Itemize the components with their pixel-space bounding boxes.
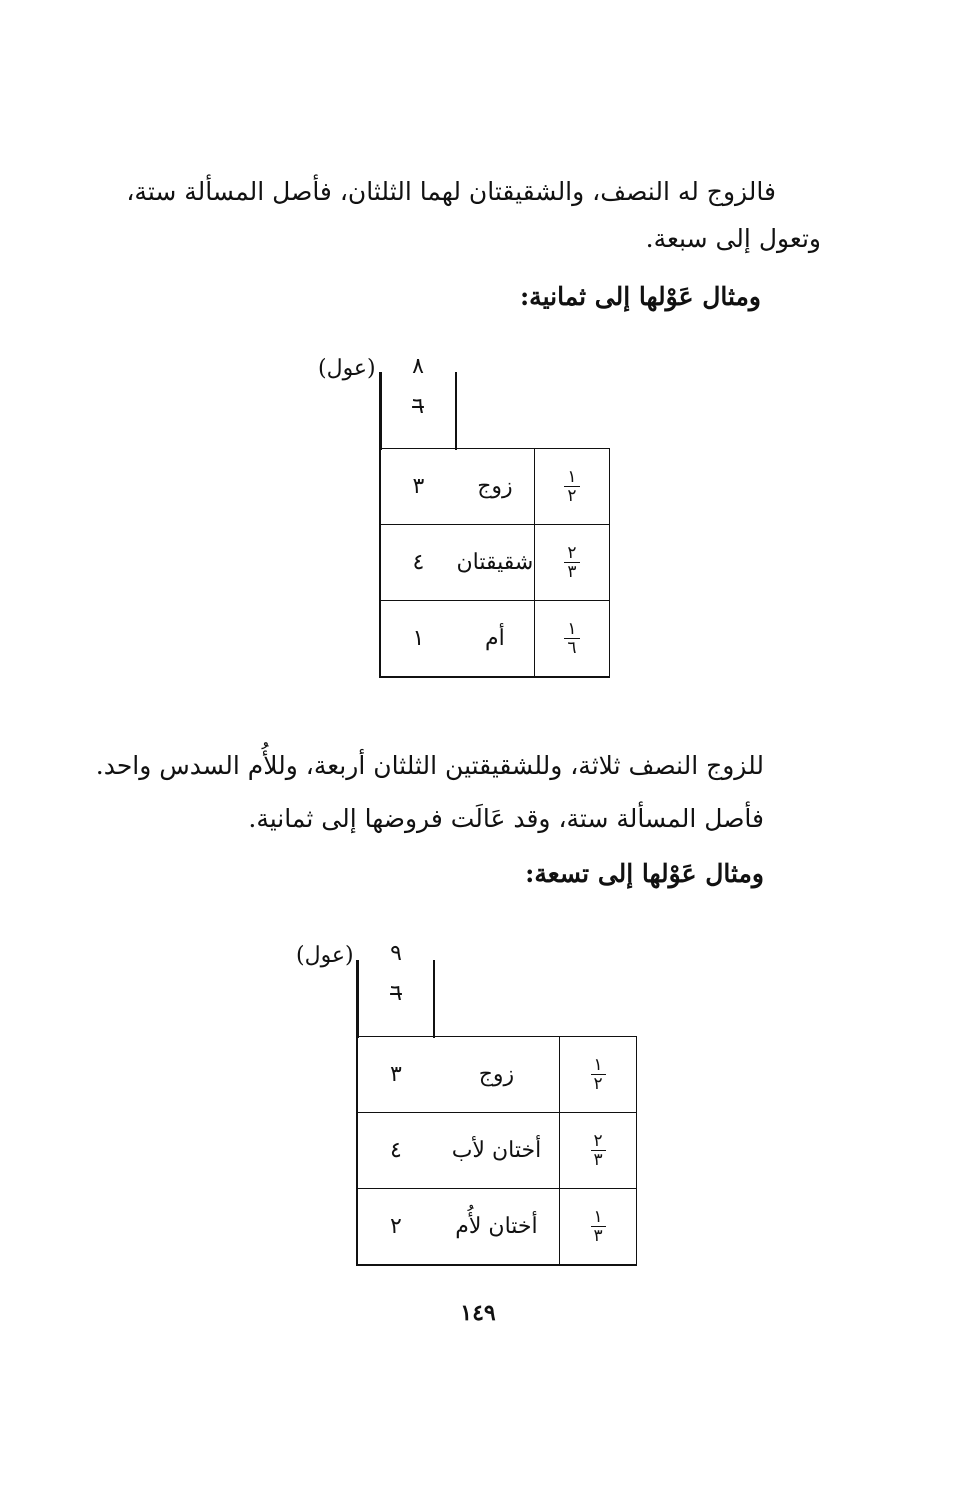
table-row xyxy=(380,525,610,601)
aul-value: ٨ xyxy=(412,354,424,379)
numerator: ١ xyxy=(591,1208,606,1227)
table-row xyxy=(357,1113,637,1189)
share-cell: ٣ xyxy=(380,449,456,525)
share-cell: ٣ xyxy=(357,1037,434,1113)
denominator: ٣ xyxy=(593,1226,603,1246)
numerator: ١ xyxy=(564,468,579,487)
aul-value: ٩ xyxy=(390,941,402,966)
paragraph-2-line-2: فأصل المسألة ستة، وقد عَالَت فروضها إلى ثمانية. xyxy=(248,804,764,833)
original-base-struck: ٦ xyxy=(412,394,424,419)
share-cell: ٢ xyxy=(357,1189,434,1266)
denominator: ٦ xyxy=(567,638,577,658)
heir-cell: زوج xyxy=(456,449,534,525)
heading-example-nine: ومثال عَوْلها إلى تسعة: xyxy=(525,859,764,888)
fraction xyxy=(564,544,579,581)
denominator: ٣ xyxy=(593,1150,603,1170)
table-divider xyxy=(379,372,382,450)
table-divider xyxy=(455,372,457,450)
aul-label: (عول) xyxy=(296,943,354,968)
fraction-cell xyxy=(534,601,609,678)
heir-cell: زوج xyxy=(434,1037,560,1113)
denominator: ٣ xyxy=(567,562,577,582)
fraction-cell xyxy=(560,1189,637,1266)
numerator: ٢ xyxy=(564,544,579,563)
fraction xyxy=(591,1208,606,1245)
page-number: ١٤٩ xyxy=(460,1300,496,1326)
fraction xyxy=(564,468,579,505)
fraction xyxy=(591,1132,606,1169)
heir-cell: أختان لأب xyxy=(434,1113,560,1189)
table-divider xyxy=(433,960,435,1038)
heir-cell: أختان لأُم xyxy=(434,1189,560,1266)
heir-cell: أم xyxy=(456,601,534,678)
share-cell: ٤ xyxy=(380,525,456,601)
paragraph-2-line-1: للزوج النصف ثلاثة، وللشقيقتين الثلثان أربعة، وللأُم السدس واحد. xyxy=(95,751,764,780)
original-base-struck: ٦ xyxy=(390,981,402,1006)
share-cell: ٤ xyxy=(357,1113,434,1189)
table-row xyxy=(357,1037,637,1113)
share-cell: ١ xyxy=(380,601,456,678)
paragraph-1-line-2: وتعول إلى سبعة. xyxy=(645,224,821,253)
paragraph-1-line-1: فالزوج له النصف، والشقيقتان لهما الثلثان، فأصل المسألة ستة، xyxy=(126,177,776,206)
fraction xyxy=(591,1056,606,1093)
fraction xyxy=(564,620,579,657)
table-row xyxy=(380,449,610,525)
heading-example-eight: ومثال عَوْلها إلى ثمانية: xyxy=(519,282,761,311)
denominator: ٢ xyxy=(567,486,577,506)
numerator: ٢ xyxy=(591,1132,606,1151)
numerator: ١ xyxy=(564,620,579,639)
aul-label: (عول) xyxy=(318,356,376,381)
fraction-cell xyxy=(560,1037,637,1113)
numerator: ١ xyxy=(591,1056,606,1075)
fraction-cell xyxy=(534,525,609,601)
table-row xyxy=(380,601,610,678)
heir-cell: شقيقتان xyxy=(456,525,534,601)
denominator: ٢ xyxy=(593,1074,603,1094)
table-divider xyxy=(356,960,359,1038)
fraction-cell xyxy=(534,449,609,525)
table-row xyxy=(357,1189,637,1266)
fraction-cell xyxy=(560,1113,637,1189)
